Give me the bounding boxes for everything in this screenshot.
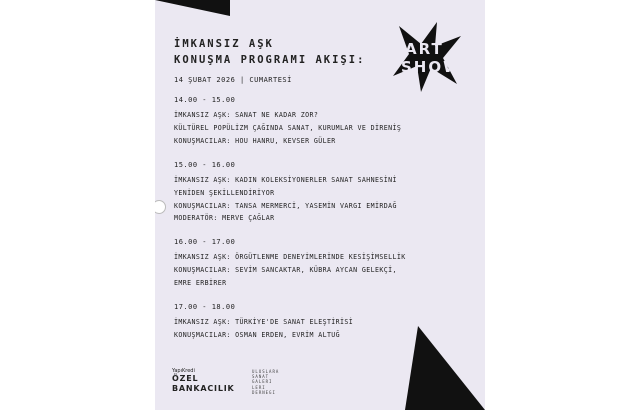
association-logo — [252, 369, 279, 395]
session-time: 15.00 - 16.00 — [174, 161, 236, 169]
art-show-logo — [391, 22, 461, 92]
session-line: İMKANSIZ AŞK: TÜRKİYE'DE SANAT ELEŞTİRİSİ — [174, 318, 354, 326]
sponsor-line-2: BANKACILIK — [172, 384, 235, 393]
sponsor-logo — [172, 368, 235, 394]
session-line: YENİDEN ŞEKİLLENDİRİYOR — [174, 188, 275, 197]
session-3 — [174, 238, 474, 289]
association-line: SANAT — [252, 374, 270, 380]
event-date: 14 ŞUBAT 2026 | CUMARTESİ — [174, 76, 292, 84]
session-line: KONUŞMACILAR: OSMAN ERDEN, EVRİM ALTUĞ — [174, 330, 341, 339]
session-4 — [174, 303, 474, 342]
session-line: KÜLTÜREL POPÜLİZM ÇAĞINDA SANAT, KURUMLAR VE DİRENİŞ — [174, 123, 402, 132]
session-line: MODERATÖR: MERVE ÇAĞLAR — [174, 214, 275, 223]
title-line-2: KONUŞMA PROGRAMI AKIŞI: — [174, 54, 366, 66]
session-time: 16.00 - 17.00 — [174, 238, 236, 246]
session-line: EMRE ERBİRER — [174, 278, 227, 287]
session-line: KONUŞMACILAR: SEVİM SANCAKTAR, KÜBRA AYCAN GELEKÇİ, — [174, 265, 397, 274]
logo-line-2: SHOW — [401, 58, 462, 76]
sponsor-line-1: ÖZEL — [172, 374, 199, 383]
sponsor-brand: YapıKredi — [172, 368, 195, 374]
session-2 — [174, 161, 474, 225]
association-line: GALERI — [252, 379, 273, 385]
session-line: KONUŞMACILAR: TANSA MERMERCİ, YASEMİN VARGI EMİRDAĞ — [174, 201, 397, 210]
session-time: 14.00 - 15.00 — [174, 96, 236, 104]
page-title — [174, 36, 394, 68]
title-line-1: İMKANSIZ AŞK — [174, 38, 274, 50]
session-line: İMKANSIZ AŞK: KADIN KOLEKSİYONERLER SANAT SAHNESİNİ — [174, 176, 397, 184]
association-line: ULUSLARA — [252, 369, 280, 374]
session-1 — [174, 96, 474, 147]
session-line: İMKANSIZ AŞK: ÖRGÜTLENME DENEYİMLERİNDE KESİŞİMSELLİK — [174, 253, 406, 261]
session-line: KONUŞMACILAR: HOU HANRU, KEVSER GÜLER — [174, 136, 336, 145]
session-time: 17.00 - 18.00 — [174, 303, 236, 311]
association-line: LERI — [252, 384, 266, 390]
logo-line-1: ART — [405, 40, 444, 58]
poster-card — [155, 0, 485, 410]
association-line: DERNEGI — [252, 389, 276, 395]
session-line: İMKANSIZ AŞK: SANAT NE KADAR ZOR? — [174, 111, 319, 119]
carousel-page-dots — [313, 403, 325, 410]
